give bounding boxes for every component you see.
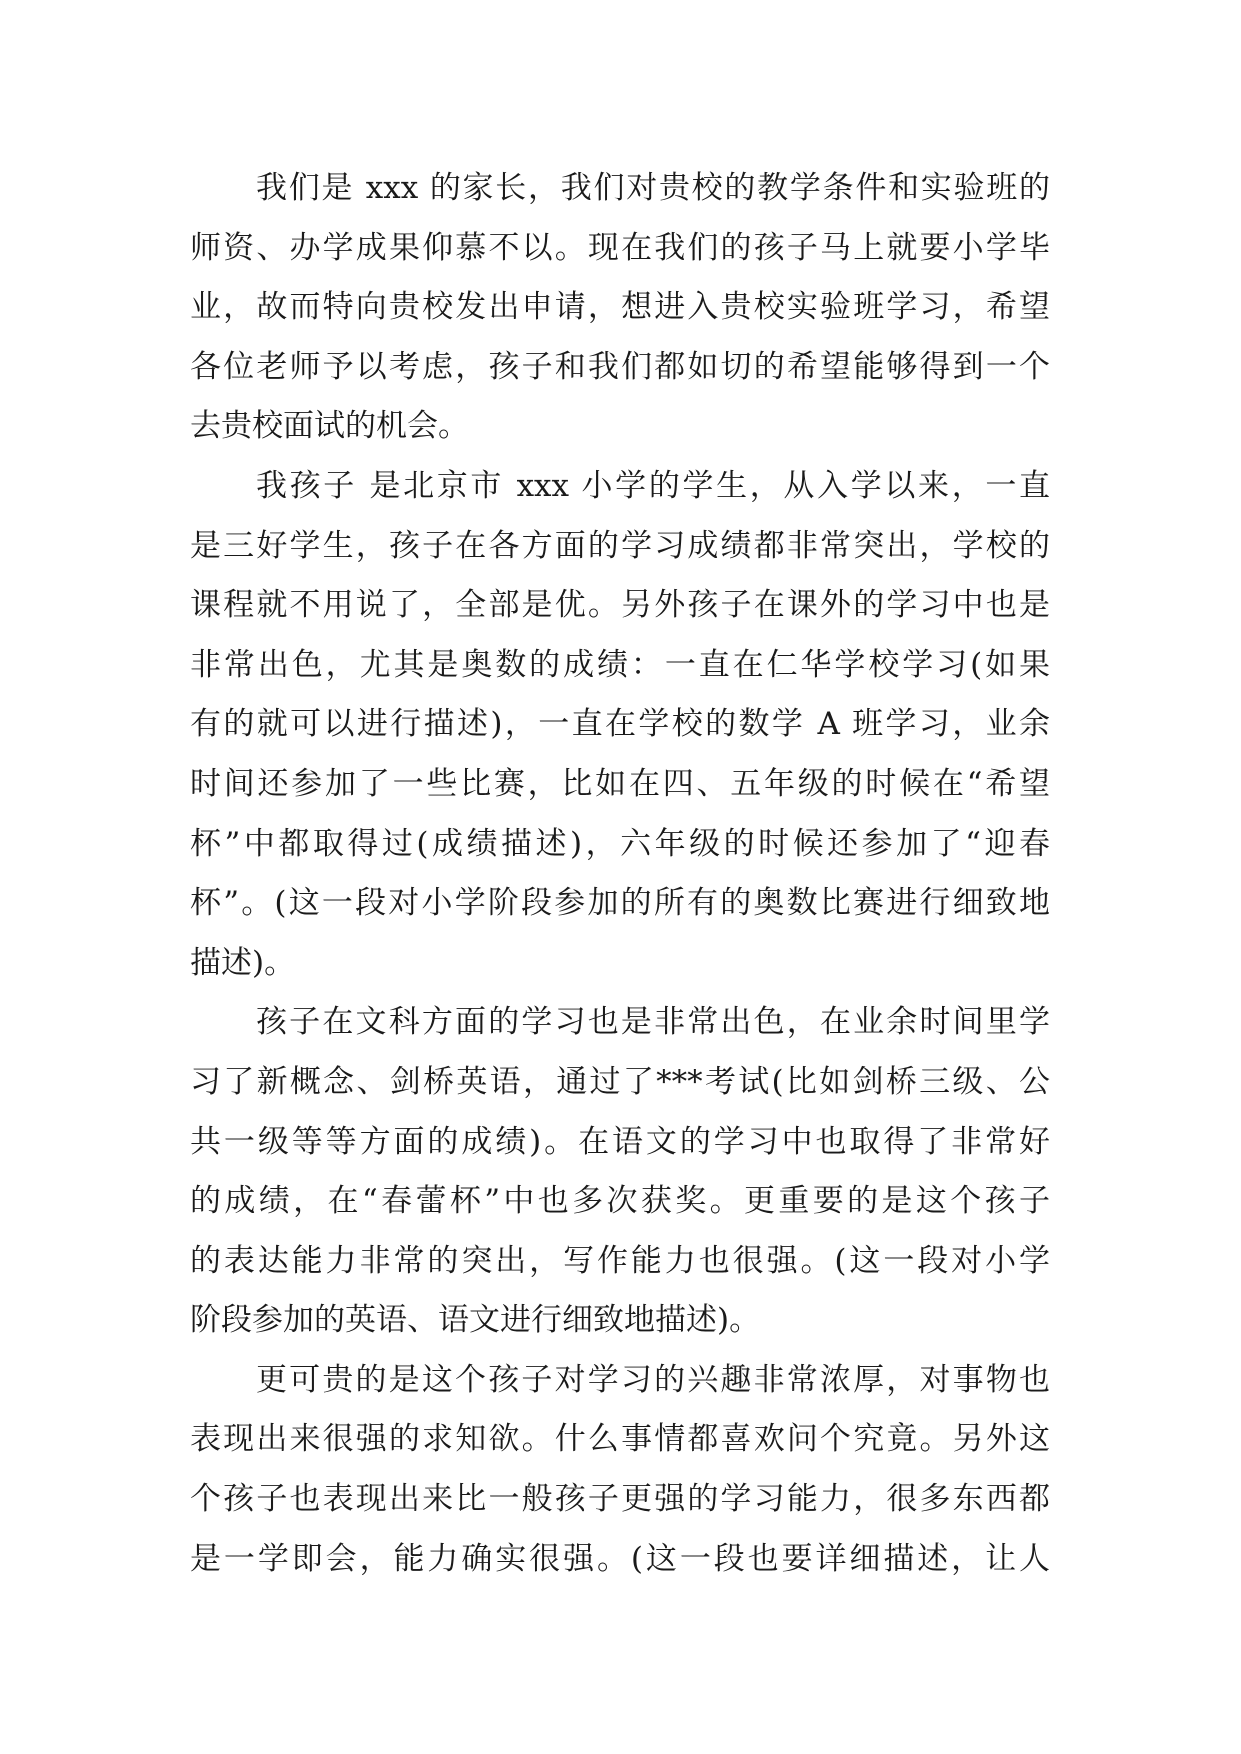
text-line: 杯”。(这一段对小学阶段参加的所有的奥数比赛进行细致地 (190, 885, 1050, 922)
text-line: 阶段参加的英语、语文进行细致地描述)。 (190, 1302, 761, 1339)
text-line: 是一学即会，能力确实很强。(这一段也要详细描述，让人 (190, 1540, 1050, 1577)
text-line: 业，故而特向贵校发出申请，想进入贵校实验班学习，希望 (190, 289, 1050, 326)
text-line: 描述)。 (190, 944, 296, 981)
text-line: 非常出色，尤其是奥数的成绩：一直在仁华学校学习(如果 (190, 646, 1050, 683)
text-line: 我们是 xxx 的家长，我们对贵校的教学条件和实验班的 (256, 170, 1050, 206)
paragraph-4 (190, 1351, 1050, 1589)
text-line: 个孩子也表现出来比一般孩子更强的学习能力，很多东西都 (190, 1481, 1050, 1518)
text-line: 孩子在文科方面的学习也是非常出色，在业余时间里学 (256, 1004, 1050, 1041)
text-line: 的表达能力非常的突出，写作能力也很强。(这一段对小学 (190, 1242, 1050, 1279)
text-line: 杯”中都取得过(成绩描述)，六年级的时候还参加了“迎春 (190, 825, 1050, 862)
paragraph-1 (190, 159, 1050, 457)
paragraph-2 (190, 457, 1050, 993)
text-line: 更可贵的是这个孩子对学习的兴趣非常浓厚，对事物也 (256, 1361, 1050, 1398)
text-line: 共一级等等方面的成绩)。在语文的学习中也取得了非常好 (190, 1123, 1050, 1160)
text-line: 的成绩，在“春蕾杯”中也多次获奖。更重要的是这个孩子 (190, 1183, 1050, 1220)
text-line: 师资、办学成果仰慕不以。现在我们的孩子马上就要小学毕 (190, 229, 1050, 266)
text-line: 我孩子 是北京市 xxx 小学的学生，从入学以来，一直 (256, 467, 1050, 504)
document-body (190, 159, 1050, 1589)
text-line: 时间还参加了一些比赛，比如在四、五年级的时候在“希望 (190, 765, 1050, 802)
text-line: 习了新概念、剑桥英语，通过了***考试(比如剑桥三级、公 (190, 1063, 1050, 1100)
text-line: 各位老师予以考虑，孩子和我们都如切的希望能够得到一个 (190, 348, 1050, 385)
text-line: 课程就不用说了，全部是优。另外孩子在课外的学习中也是 (190, 587, 1050, 624)
text-line: 表现出来很强的求知欲。什么事情都喜欢问个究竟。另外这 (190, 1421, 1050, 1458)
text-line: 是三好学生，孩子在各方面的学习成绩都非常突出，学校的 (190, 527, 1050, 564)
text-line: 有的就可以进行描述)，一直在学校的数学 A 班学习，业余 (190, 706, 1050, 743)
text-line: 去贵校面试的机会。 (190, 408, 469, 445)
paragraph-3 (190, 993, 1050, 1351)
